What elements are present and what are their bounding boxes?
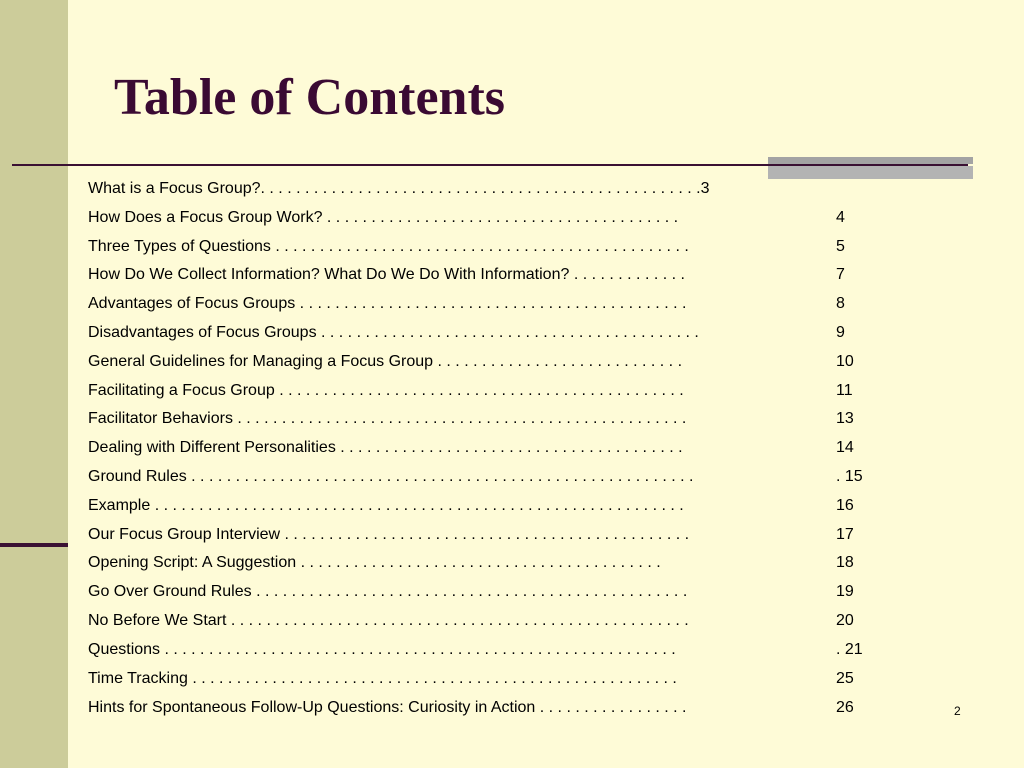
toc-entry-page: 19 [836, 583, 854, 601]
toc-entry[interactable] [88, 348, 868, 377]
toc-entry[interactable] [88, 492, 868, 521]
toc-entry[interactable] [88, 204, 868, 233]
toc-entry-text: No Before We Start . . . . . . . . . . . . . . . . . . . . . . . . . . . . . . . . . . . . . . . . . . . . . . . . . . . . [88, 611, 689, 629]
toc-entry-text: Advantages of Focus Groups . . . . . . . . . . . . . . . . . . . . . . . . . . . . . . . . . . . . . . . . . . . . [88, 295, 687, 313]
toc-entry[interactable] [88, 233, 868, 262]
toc-entry-text: How Do We Collect Information? What Do We Do With Information? . . . . . . . . . . . . . [88, 266, 685, 284]
toc-entry[interactable] [88, 694, 868, 723]
toc-entry-text: Dealing with Different Personalities . . . . . . . . . . . . . . . . . . . . . . . . . . . . . . . . . . . . . . . [88, 439, 683, 457]
toc-entry-page: 20 [836, 611, 854, 629]
toc-entry-text: Facilitating a Focus Group . . . . . . . . . . . . . . . . . . . . . . . . . . . . . . . . . . . . . . . . . . . . . . [88, 381, 684, 399]
toc-entry[interactable] [88, 261, 868, 290]
toc-entry[interactable] [88, 434, 868, 463]
table-of-contents [88, 175, 868, 723]
toc-entry-page: 13 [836, 410, 854, 428]
side-band-rule [0, 543, 68, 547]
toc-entry-text: General Guidelines for Managing a Focus Group . . . . . . . . . . . . . . . . . . . . . . . . . . . . [88, 352, 683, 370]
toc-entry-text: Questions . . . . . . . . . . . . . . . . . . . . . . . . . . . . . . . . . . . . . . . . . . . . . . . . . . . . . . . . . . [88, 640, 676, 658]
side-band [0, 0, 68, 768]
slide-title: Table of Contents [114, 69, 506, 126]
toc-entry-text: Ground Rules . . . . . . . . . . . . . . . . . . . . . . . . . . . . . . . . . . . . . . . . . . . . . . . . . . . . . . . . . [88, 467, 694, 485]
toc-entry-text: How Does a Focus Group Work? . . . . . . . . . . . . . . . . . . . . . . . . . . . . . . . . . . . . . . . . [88, 208, 679, 226]
toc-entry-page: 14 [836, 439, 854, 457]
toc-entry[interactable] [88, 175, 868, 204]
slide-number: 2 [954, 704, 961, 718]
toc-entry-text: What is a Focus Group?. . . . . . . . . . . . . . . . . . . . . . . . . . . . . . . . . . . . . . . . . . . . . . . . . .3 [88, 180, 710, 197]
toc-entry[interactable] [88, 636, 868, 665]
toc-entry-page: 11 [836, 381, 853, 399]
toc-entry[interactable] [88, 290, 868, 319]
toc-entry[interactable] [88, 377, 868, 406]
toc-entry[interactable] [88, 665, 868, 694]
toc-entry-page: 26 [836, 699, 854, 717]
toc-entry-page: 18 [836, 554, 854, 572]
toc-entry[interactable] [88, 607, 868, 636]
toc-entry-page: . 15 [836, 467, 863, 485]
toc-entry[interactable] [88, 463, 868, 492]
toc-entry-text: Go Over Ground Rules . . . . . . . . . . . . . . . . . . . . . . . . . . . . . . . . . . . . . . . . . . . . . . . . . [88, 583, 688, 601]
toc-entry-text: Our Focus Group Interview . . . . . . . . . . . . . . . . . . . . . . . . . . . . . . . . . . . . . . . . . . . . . . [88, 525, 690, 543]
toc-entry-text: Facilitator Behaviors . . . . . . . . . . . . . . . . . . . . . . . . . . . . . . . . . . . . . . . . . . . . . . . . . . . [88, 410, 687, 428]
toc-entry[interactable] [88, 521, 868, 550]
toc-entry-text: Disadvantages of Focus Groups . . . . . . . . . . . . . . . . . . . . . . . . . . . . . . . . . . . . . . . . . . . [88, 323, 699, 341]
toc-entry-text: Opening Script: A Suggestion . . . . . . . . . . . . . . . . . . . . . . . . . . . . . . . . . . . . . . . . . [88, 554, 661, 572]
toc-entry-page: 17 [836, 525, 854, 543]
toc-entry-page: 4 [836, 208, 845, 226]
toc-entry-page: 5 [836, 237, 845, 255]
toc-entry-text: Three Types of Questions . . . . . . . . . . . . . . . . . . . . . . . . . . . . . . . . . . . . . . . . . . . . . . . [88, 237, 689, 255]
toc-entry-page: . 21 [836, 640, 863, 658]
toc-entry-text: Example . . . . . . . . . . . . . . . . . . . . . . . . . . . . . . . . . . . . . . . . . . . . . . . . . . . . . . . . . . . . [88, 496, 684, 514]
toc-entry-page: 16 [836, 496, 854, 514]
corner-bar-top [768, 157, 973, 164]
toc-entry[interactable] [88, 578, 868, 607]
toc-entry-text: Time Tracking . . . . . . . . . . . . . . . . . . . . . . . . . . . . . . . . . . . . . . . . . . . . . . . . . . . . . . . [88, 669, 677, 687]
toc-entry[interactable] [88, 549, 868, 578]
toc-entry-page: 7 [836, 266, 845, 284]
toc-entry-page: 9 [836, 323, 845, 341]
toc-entry-page: 8 [836, 295, 845, 313]
toc-entry-page: 25 [836, 669, 854, 687]
toc-entry-page: 10 [836, 352, 854, 370]
toc-entry[interactable] [88, 319, 868, 348]
toc-entry[interactable] [88, 405, 868, 434]
toc-entry-text: Hints for Spontaneous Follow-Up Questions: Curiosity in Action . . . . . . . . . . . . . . . . . [88, 699, 687, 717]
